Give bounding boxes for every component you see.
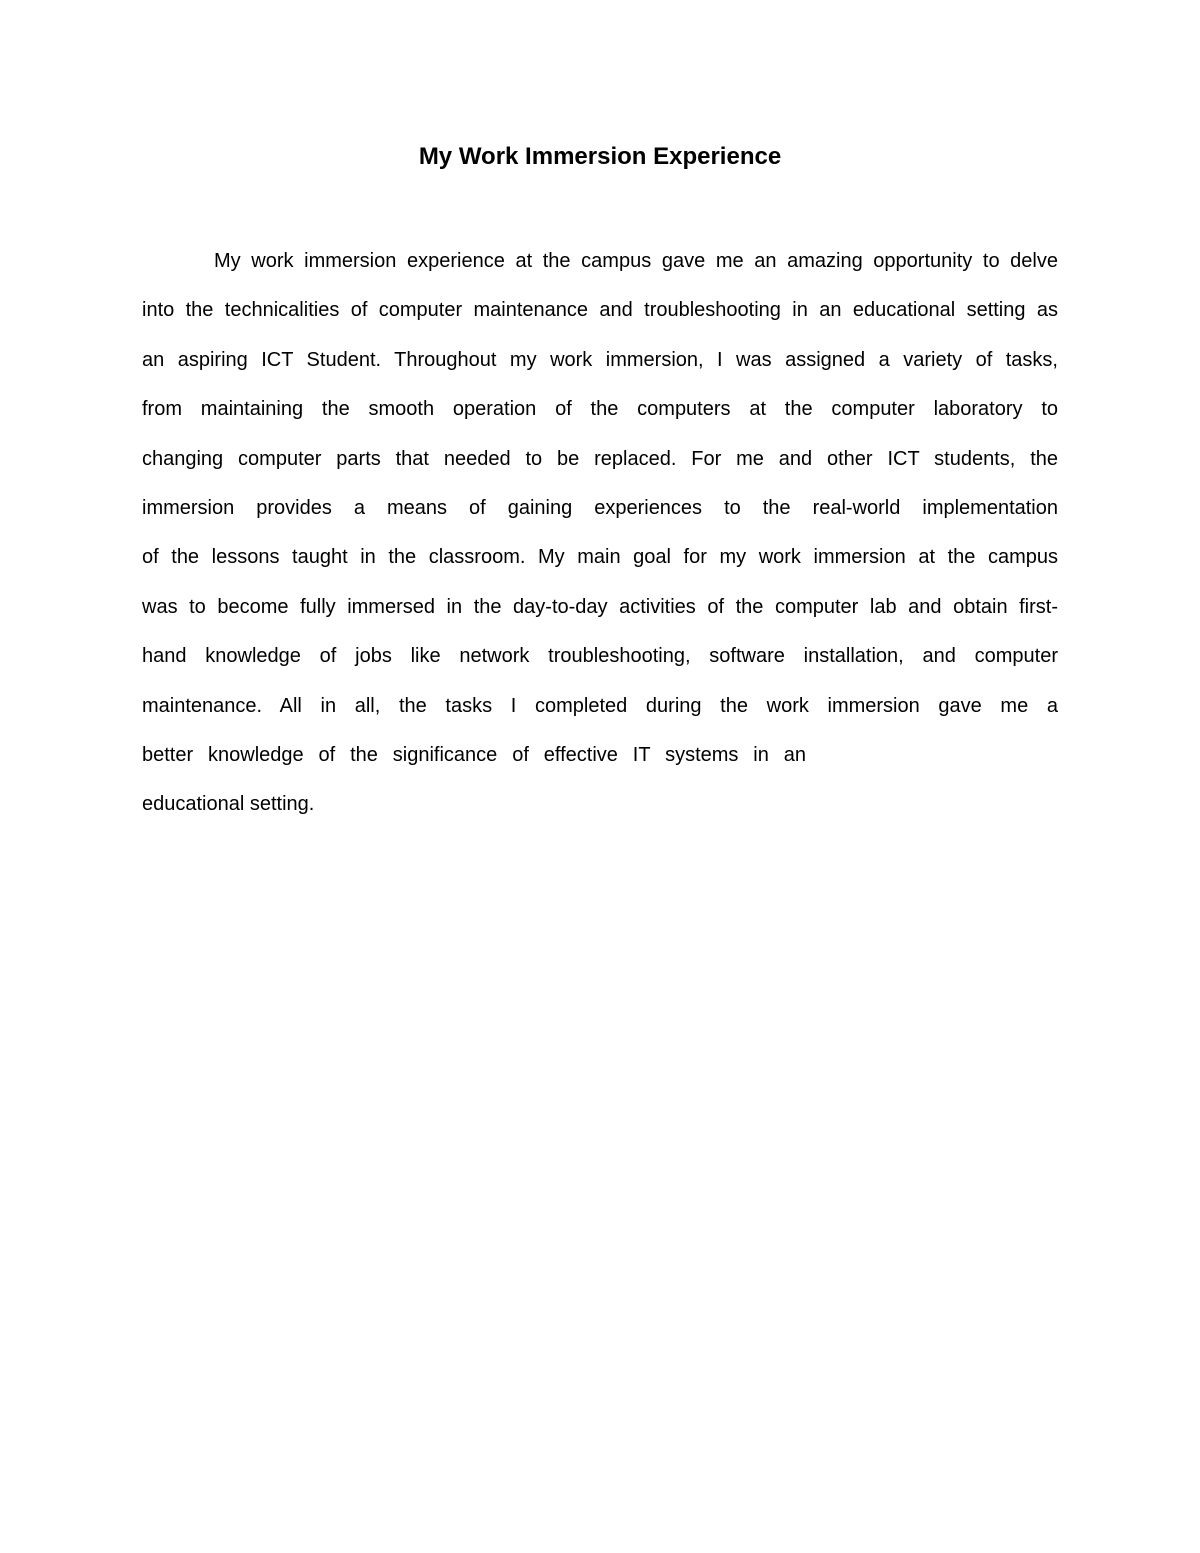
paragraph-line: hand knowledge of jobs like network troubleshooting, software installation, and computer [142, 645, 1058, 668]
essay-paragraph [142, 244, 1058, 837]
paragraph-line: from maintaining the smooth operation of the computers at the computer laboratory to [142, 398, 1058, 421]
paragraph-line: immersion provides a means of gaining experiences to the real-world implementation [142, 496, 1058, 519]
paragraph-line: better knowledge of the significance of effective IT systems in an [142, 743, 806, 766]
paragraph-line: educational setting. [142, 793, 315, 816]
paragraph-line: maintenance. All in all, the tasks I completed during the work immersion gave me a [142, 694, 1058, 717]
paragraph-line: an aspiring ICT Student. Throughout my work immersion, I was assigned a variety of tasks, [142, 348, 1058, 371]
paragraph-line: of the lessons taught in the classroom. My main goal for my work immersion at the campus [142, 546, 1058, 569]
paragraph-line: into the technicalities of computer maintenance and troubleshooting in an educational setting as [142, 299, 1058, 322]
paragraph-line: changing computer parts that needed to be replaced. For me and other ICT students, the [142, 447, 1058, 470]
page-title: My Work Immersion Experience [418, 143, 782, 170]
paragraph-line: was to become fully immersed in the day-to-day activities of the computer lab and obtain first- [142, 595, 1058, 618]
paragraph-line: My work immersion experience at the campus gave me an amazing opportunity to delve [214, 250, 1058, 272]
